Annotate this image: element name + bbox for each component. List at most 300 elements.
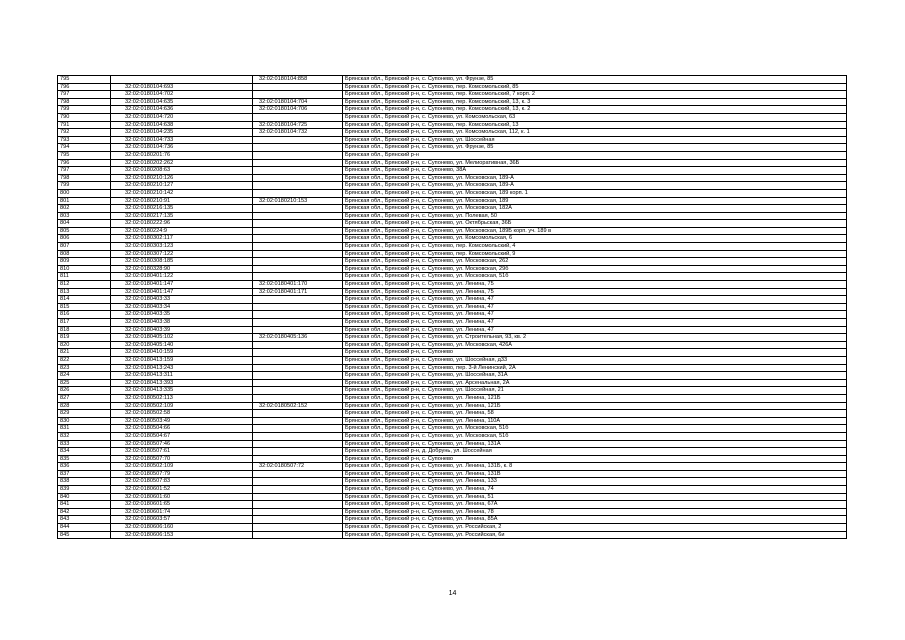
row-number-cell: 803 — [58, 212, 111, 220]
address-cell: Брянская обл., Брянский р-н, с. Супонево, ул. Московская, 182А — [343, 205, 847, 213]
related-cadastral-number-cell: 32:02:0180401:171 — [253, 288, 343, 296]
table-row — [58, 167, 847, 175]
table-row — [58, 417, 847, 425]
related-cadastral-number-cell — [253, 356, 343, 364]
related-cadastral-number-cell — [253, 387, 343, 395]
cadastral-number-cell: 32:02:0180502:58 — [111, 410, 253, 418]
table-row — [58, 455, 847, 463]
cadastral-number-cell: 32:02:0180104:702 — [111, 91, 253, 99]
address-cell: Брянская обл., Брянский р-н, с. Супонево — [343, 349, 847, 357]
address-cell: Брянская обл., Брянский р-н, с. Супонево, ул. Ленина, 133 — [343, 478, 847, 486]
row-number-cell: 793 — [58, 136, 111, 144]
address-cell: Брянская обл., Брянский р-н, с. Супонево, пер. Комсомольский, 85 — [343, 83, 847, 91]
cadastral-number-cell: 32:02:0180410:159 — [111, 349, 253, 357]
table-row — [58, 402, 847, 410]
table-row — [58, 227, 847, 235]
address-cell: Брянская обл., Брянский р-н, с. Супонево, пер. Комсомольский, 13, к. 3 — [343, 98, 847, 106]
table-row — [58, 76, 847, 84]
cadastral-number-cell: 32:02:0180405:102 — [111, 334, 253, 342]
table-row — [58, 448, 847, 456]
cadastral-number-cell: 32:02:0180507:79 — [111, 470, 253, 478]
table-row — [58, 106, 847, 114]
row-number-cell: 825 — [58, 379, 111, 387]
table-row — [58, 486, 847, 494]
address-cell: Брянская обл., Брянский р-н, с. Супонево, ул. Ленина, 47 — [343, 296, 847, 304]
table-row — [58, 493, 847, 501]
related-cadastral-number-cell — [253, 311, 343, 319]
table-row — [58, 356, 847, 364]
row-number-cell: 821 — [58, 349, 111, 357]
row-number-cell: 815 — [58, 303, 111, 311]
related-cadastral-number-cell — [253, 91, 343, 99]
address-cell: Брянская обл., Брянский р-н, с. Супонево, ул. Московская, 189 корп. 1 — [343, 189, 847, 197]
row-number-cell: 814 — [58, 296, 111, 304]
row-number-cell: 826 — [58, 387, 111, 395]
address-cell: Брянская обл., Брянский р-н, с. Супонево, ул. Шоссейная, 21 — [343, 387, 847, 395]
cadastral-number-cell: 32:02:0180601:74 — [111, 508, 253, 516]
cadastral-number-cell: 32:02:0180507:70 — [111, 455, 253, 463]
cadastral-number-cell: 32:02:0180504:67 — [111, 432, 253, 440]
row-number-cell: 813 — [58, 288, 111, 296]
related-cadastral-number-cell — [253, 167, 343, 175]
table-row — [58, 205, 847, 213]
related-cadastral-number-cell — [253, 273, 343, 281]
related-cadastral-number-cell — [253, 326, 343, 334]
table-row — [58, 387, 847, 395]
cadastral-number-cell: 32:02:0180503:49 — [111, 417, 253, 425]
table-row — [58, 281, 847, 289]
row-number-cell: 792 — [58, 129, 111, 137]
table-row — [58, 349, 847, 357]
cadastral-number-cell: 32:02:0180507:61 — [111, 448, 253, 456]
address-cell: Брянская обл., Брянский р-н, с. Супонево, ул. Ленина, 51 — [343, 493, 847, 501]
address-cell: Брянская обл., Брянский р-н, с. Супонево, ул. Ленина, 75 — [343, 288, 847, 296]
related-cadastral-number-cell — [253, 113, 343, 121]
address-cell: Брянская обл., Брянский р-н, с. Супонево, ул. Московская, 51б — [343, 273, 847, 281]
table-row — [58, 182, 847, 190]
row-number-cell: 817 — [58, 319, 111, 327]
address-cell: Брянская обл., Брянский р-н, с. Супонево, ул. Ленина, 85А — [343, 516, 847, 524]
address-cell: Брянская обл., Брянский р-н, с. Супонево, ул. Московская, 51б — [343, 425, 847, 433]
related-cadastral-number-cell — [253, 440, 343, 448]
cadastral-number-cell: 32:02:0180104:693 — [111, 83, 253, 91]
cadastral-number-cell: 32:02:0180606:160 — [111, 524, 253, 532]
cadastral-number-cell: 32:02:0180104:736 — [111, 144, 253, 152]
related-cadastral-number-cell — [253, 417, 343, 425]
related-cadastral-number-cell — [253, 296, 343, 304]
address-cell: Брянская обл., Брянский р-н, с. Супонево, ул. Мелиоративная, 36Б — [343, 159, 847, 167]
row-number-cell: 811 — [58, 273, 111, 281]
table-row — [58, 478, 847, 486]
address-cell: Брянская обл., Брянский р-н, с. Супонево, ул. Московская, 262 — [343, 258, 847, 266]
table-row — [58, 524, 847, 532]
cadastral-number-cell: 32:02:0180502:109 — [111, 402, 253, 410]
table-row — [58, 265, 847, 273]
address-cell: Брянская обл., Брянский р-н, с. Супонево, ул. Шоссейная — [343, 136, 847, 144]
related-cadastral-number-cell — [253, 364, 343, 372]
related-cadastral-number-cell — [253, 410, 343, 418]
cadastral-number-cell: 32:02:0180403:39 — [111, 326, 253, 334]
related-cadastral-number-cell: 32:02:0180507:72 — [253, 463, 343, 471]
cadastral-number-cell: 32:02:0180210:91 — [111, 197, 253, 205]
cadastral-number-cell: 32:02:0180413:159 — [111, 356, 253, 364]
row-number-cell: 796 — [58, 83, 111, 91]
cadastral-number-cell: 32:02:0180303:123 — [111, 243, 253, 251]
table-row — [58, 341, 847, 349]
address-cell: Брянская обл., Брянский р-н, с. Супонево, ул. Фрунзе, 85 — [343, 144, 847, 152]
address-cell: Брянская обл., Брянский р-н, с. Супонево, пер. Комсомольский, 7 корп. 2 — [343, 91, 847, 99]
cadastral-number-cell: 32:02:0180413:335 — [111, 387, 253, 395]
cadastral-number-cell: 32:02:0180401:122 — [111, 273, 253, 281]
row-number-cell: 816 — [58, 311, 111, 319]
row-number-cell: 795 — [58, 76, 111, 84]
cadastral-number-cell: 32:02:0180104:720 — [111, 113, 253, 121]
table-row — [58, 159, 847, 167]
related-cadastral-number-cell — [253, 432, 343, 440]
address-cell: Брянская обл., Брянский р-н, с. Супонево, ул. Арсенальная, 2А — [343, 379, 847, 387]
row-number-cell: 809 — [58, 258, 111, 266]
related-cadastral-number-cell: 32:02:0180104:725 — [253, 121, 343, 129]
address-cell: Брянская обл., Брянский р-н, с. Супонево, ул. Октябрьская, 36Б — [343, 220, 847, 228]
row-number-cell: 844 — [58, 524, 111, 532]
cadastral-number-cell: 32:02:0180224:9 — [111, 227, 253, 235]
related-cadastral-number-cell — [253, 212, 343, 220]
related-cadastral-number-cell — [253, 478, 343, 486]
related-cadastral-number-cell — [253, 220, 343, 228]
row-number-cell: 827 — [58, 394, 111, 402]
table-row — [58, 220, 847, 228]
table-row — [58, 334, 847, 342]
row-number-cell: 840 — [58, 493, 111, 501]
address-cell: Брянская обл., Брянский р-н, с. Супонево, ул. Ленина, 47 — [343, 319, 847, 327]
address-cell: Брянская обл., Брянский р-н, с. Супонево, ул. Московская, 426А — [343, 341, 847, 349]
address-cell: Брянская обл., Брянский р-н, с. Супонево, пер. Комсомольский, 4 — [343, 243, 847, 251]
row-number-cell: 818 — [58, 326, 111, 334]
cadastral-number-cell: 32:02:0180210:142 — [111, 189, 253, 197]
row-number-cell: 800 — [58, 189, 111, 197]
table-row — [58, 432, 847, 440]
related-cadastral-number-cell — [253, 516, 343, 524]
row-number-cell: 798 — [58, 98, 111, 106]
address-cell: Брянская обл., Брянский р-н, с. Супонево, ул. Комсомольская, 6 — [343, 235, 847, 243]
row-number-cell: 833 — [58, 440, 111, 448]
table-row — [58, 311, 847, 319]
row-number-cell: 804 — [58, 220, 111, 228]
cadastral-number-cell: 32:02:0180413:393 — [111, 379, 253, 387]
cadastral-number-cell: 32:02:0180201:76 — [111, 151, 253, 159]
cadastral-number-cell — [111, 76, 253, 84]
related-cadastral-number-cell — [253, 531, 343, 539]
related-cadastral-number-cell: 32:02:0180405:136 — [253, 334, 343, 342]
cadastral-number-cell: 32:02:0180403:33 — [111, 296, 253, 304]
cadastral-number-cell: 32:02:0180210:126 — [111, 174, 253, 182]
row-number-cell: 822 — [58, 356, 111, 364]
related-cadastral-number-cell — [253, 159, 343, 167]
related-cadastral-number-cell — [253, 470, 343, 478]
table-row — [58, 394, 847, 402]
address-cell: Брянская обл., Брянский р-н, с. Супонево, ул. Российская, 2 — [343, 524, 847, 532]
address-cell: Брянская обл., Брянский р-н, с. Супонево, ул. Ленина, 131В — [343, 470, 847, 478]
address-cell: Брянская обл., Брянский р-н, с. Супонево, пер. Комсомольский, 13 — [343, 121, 847, 129]
table-row — [58, 410, 847, 418]
table-row — [58, 326, 847, 334]
related-cadastral-number-cell — [253, 265, 343, 273]
address-cell: Брянская обл., Брянский р-н, с. Супонево, ул. Ленина, 131Б, к. 8 — [343, 463, 847, 471]
related-cadastral-number-cell — [253, 250, 343, 258]
table-row — [58, 372, 847, 380]
row-number-cell: 838 — [58, 478, 111, 486]
row-number-cell: 798 — [58, 174, 111, 182]
table-row — [58, 364, 847, 372]
cadastral-number-cell: 32:02:0180413:311 — [111, 372, 253, 380]
table-row — [58, 508, 847, 516]
related-cadastral-number-cell — [253, 303, 343, 311]
address-cell: Брянская обл., Брянский р-н, с. Супонево, ул. Ленина, 121Б — [343, 402, 847, 410]
row-number-cell: 828 — [58, 402, 111, 410]
row-number-cell: 845 — [58, 531, 111, 539]
table-row — [58, 470, 847, 478]
related-cadastral-number-cell — [253, 394, 343, 402]
table-row — [58, 288, 847, 296]
cadastral-number-cell: 32:02:0180217:135 — [111, 212, 253, 220]
table-row — [58, 296, 847, 304]
table-row — [58, 151, 847, 159]
row-number-cell: 823 — [58, 364, 111, 372]
related-cadastral-number-cell — [253, 379, 343, 387]
related-cadastral-number-cell — [253, 258, 343, 266]
address-cell: Брянская обл., Брянский р-н, с. Супонево, ул. Ленина, 75 — [343, 281, 847, 289]
related-cadastral-number-cell — [253, 455, 343, 463]
address-cell: Брянская обл., Брянский р-н, с. Супонево, ул. Ленина, 78 — [343, 508, 847, 516]
address-cell: Брянская обл., Брянский р-н, с. Супонево, ул. Московская, 189Б корп. уч. 189 в — [343, 227, 847, 235]
address-cell: Брянская обл., Брянский р-н, с. Супонево, ул. Ленина, 47 — [343, 303, 847, 311]
related-cadastral-number-cell — [253, 425, 343, 433]
row-number-cell: 807 — [58, 243, 111, 251]
address-cell: Брянская обл., Брянский р-н, с. Супонево, ул. Ленина, 67А — [343, 501, 847, 509]
address-cell: Брянская обл., Брянский р-н, с. Супонево, ул. Ленина, 58 — [343, 410, 847, 418]
cadastral-number-cell: 32:02:0180104:638 — [111, 121, 253, 129]
address-cell: Брянская обл., Брянский р-н, с. Супонево, ул. Строительная, 93, кв. 2 — [343, 334, 847, 342]
property-register-table — [57, 75, 847, 539]
related-cadastral-number-cell — [253, 486, 343, 494]
table-row — [58, 113, 847, 121]
related-cadastral-number-cell — [253, 501, 343, 509]
row-number-cell: 796 — [58, 159, 111, 167]
row-number-cell: 806 — [58, 235, 111, 243]
cadastral-number-cell: 32:02:0180104:733 — [111, 136, 253, 144]
row-number-cell: 836 — [58, 463, 111, 471]
address-cell: Брянская обл., Брянский р-н, с. Супонево, ул. Московская, 189-А — [343, 182, 847, 190]
row-number-cell: 831 — [58, 425, 111, 433]
related-cadastral-number-cell: 32:02:0180502:152 — [253, 402, 343, 410]
address-cell: Брянская обл., Брянский р-н — [343, 151, 847, 159]
cadastral-number-cell: 32:02:0180601:60 — [111, 493, 253, 501]
related-cadastral-number-cell — [253, 448, 343, 456]
related-cadastral-number-cell: 32:02:0180401:170 — [253, 281, 343, 289]
row-number-cell: 791 — [58, 121, 111, 129]
related-cadastral-number-cell — [253, 508, 343, 516]
row-number-cell: 837 — [58, 470, 111, 478]
address-cell: Брянская обл., Брянский р-н, с. Супонево, ул. Московская, 189-А — [343, 174, 847, 182]
table-row — [58, 243, 847, 251]
address-cell: Брянская обл., Брянский р-н, с. Супонево — [343, 455, 847, 463]
page-number: 14 — [448, 590, 457, 597]
related-cadastral-number-cell — [253, 151, 343, 159]
related-cadastral-number-cell — [253, 524, 343, 532]
table-row — [58, 273, 847, 281]
address-cell: Брянская обл., Брянский р-н, с. Супонево, пер. 3-й Ленинский, 2А — [343, 364, 847, 372]
table-row — [58, 91, 847, 99]
address-cell: Брянская обл., Брянский р-н, с. Супонево, ул. Комсомольская, 112, к. 1 — [343, 129, 847, 137]
address-cell: Брянская обл., Брянский р-н, с. Супонево, ул. Московская, 51б — [343, 432, 847, 440]
address-cell: Брянская обл., Брянский р-н, с. Супонево, ул. Московская, 29б — [343, 265, 847, 273]
cadastral-number-cell: 32:02:0180403:35 — [111, 311, 253, 319]
table-row — [58, 174, 847, 182]
table-row — [58, 250, 847, 258]
cadastral-number-cell: 32:02:0180603:57 — [111, 516, 253, 524]
cadastral-number-cell: 32:02:0180502:109 — [111, 463, 253, 471]
row-number-cell: 802 — [58, 205, 111, 213]
cadastral-number-cell: 32:02:0180222:96 — [111, 220, 253, 228]
address-cell: Брянская обл., Брянский р-н, с. Супонево, ул. Ленина, 110А — [343, 417, 847, 425]
table-row — [58, 83, 847, 91]
related-cadastral-number-cell — [253, 493, 343, 501]
row-number-cell: 832 — [58, 432, 111, 440]
address-cell: Брянская обл., Брянский р-н, с. Супонево, ул. Ленина, 47 — [343, 326, 847, 334]
cadastral-number-cell: 32:02:0180601:65 — [111, 501, 253, 509]
related-cadastral-number-cell: 32:02:0180210:153 — [253, 197, 343, 205]
table-row — [58, 189, 847, 197]
cadastral-number-cell: 32:02:0180507:46 — [111, 440, 253, 448]
cadastral-number-cell: 32:02:0180202:262 — [111, 159, 253, 167]
table-row — [58, 379, 847, 387]
row-number-cell: 797 — [58, 91, 111, 99]
row-number-cell: 842 — [58, 508, 111, 516]
row-number-cell: 799 — [58, 182, 111, 190]
cadastral-number-cell: 32:02:0180504:66 — [111, 425, 253, 433]
table-row — [58, 501, 847, 509]
cadastral-number-cell: 32:02:0180302:117 — [111, 235, 253, 243]
address-cell: Брянская обл., Брянский р-н, с. Супонево, ул. Шоссейная, д33 — [343, 356, 847, 364]
table-row — [58, 98, 847, 106]
related-cadastral-number-cell: 32:02:0180104:732 — [253, 129, 343, 137]
row-number-cell: 797 — [58, 167, 111, 175]
related-cadastral-number-cell — [253, 235, 343, 243]
related-cadastral-number-cell — [253, 189, 343, 197]
row-number-cell: 812 — [58, 281, 111, 289]
table-row — [58, 212, 847, 220]
related-cadastral-number-cell: 32:02:0180104:706 — [253, 106, 343, 114]
address-cell: Брянская обл., Брянский р-н, с. Супонево, ул. Московская, 189 — [343, 197, 847, 205]
cadastral-number-cell: 32:02:0180104:635 — [111, 98, 253, 106]
cadastral-number-cell: 32:02:0180307:122 — [111, 250, 253, 258]
table-row — [58, 121, 847, 129]
address-cell: Брянская обл., Брянский р-н, с. Супонево, ул. Ленина, 47 — [343, 311, 847, 319]
address-cell: Брянская обл., Брянский р-н, с. Супонево, ул. Полевая, 50 — [343, 212, 847, 220]
cadastral-number-cell: 32:02:0180403:38 — [111, 319, 253, 327]
related-cadastral-number-cell — [253, 182, 343, 190]
table-row — [58, 136, 847, 144]
address-cell: Брянская обл., Брянский р-н, с. Супонево, ул. Комсомольская, 63 — [343, 113, 847, 121]
related-cadastral-number-cell: 32:02:0180104:858 — [253, 76, 343, 84]
address-cell: Брянская обл., Брянский р-н, с. Супонево, ул. Российская, 6и — [343, 531, 847, 539]
table-row — [58, 258, 847, 266]
row-number-cell: 835 — [58, 455, 111, 463]
cadastral-number-cell: 32:02:0180308:185 — [111, 258, 253, 266]
row-number-cell: 834 — [58, 448, 111, 456]
table-row — [58, 319, 847, 327]
cadastral-number-cell: 32:02:0180403:34 — [111, 303, 253, 311]
related-cadastral-number-cell — [253, 243, 343, 251]
related-cadastral-number-cell — [253, 205, 343, 213]
related-cadastral-number-cell — [253, 319, 343, 327]
row-number-cell: 839 — [58, 486, 111, 494]
register-table-body — [58, 76, 847, 539]
row-number-cell: 824 — [58, 372, 111, 380]
row-number-cell: 808 — [58, 250, 111, 258]
related-cadastral-number-cell: 32:02:0180104:704 — [253, 98, 343, 106]
cadastral-number-cell: 32:02:0180601:52 — [111, 486, 253, 494]
row-number-cell: 819 — [58, 334, 111, 342]
address-cell: Брянская обл., Брянский р-н, с. Супонево, пер. Комсомольский, 13, к. 2 — [343, 106, 847, 114]
cadastral-number-cell: 32:02:0180405:140 — [111, 341, 253, 349]
address-cell: Брянская обл., Брянский р-н, с. Супонево, ул. Ленина, 121Б — [343, 394, 847, 402]
address-cell: Брянская обл., Брянский р-н, с. Супонево, 38А — [343, 167, 847, 175]
address-cell: Брянская обл., Брянский р-н, с. Супонево, ул. Шоссейная, 31А — [343, 372, 847, 380]
table-row — [58, 197, 847, 205]
table-row — [58, 440, 847, 448]
cadastral-number-cell: 32:02:0180208:63 — [111, 167, 253, 175]
related-cadastral-number-cell — [253, 372, 343, 380]
address-cell: Брянская обл., Брянский р-н, с. Супонево, ул. Ленина, 74 — [343, 486, 847, 494]
cadastral-number-cell: 32:02:0180401:147 — [111, 281, 253, 289]
row-number-cell: 841 — [58, 501, 111, 509]
related-cadastral-number-cell — [253, 341, 343, 349]
row-number-cell: 820 — [58, 341, 111, 349]
table-row — [58, 235, 847, 243]
table-row — [58, 303, 847, 311]
row-number-cell: 829 — [58, 410, 111, 418]
related-cadastral-number-cell — [253, 144, 343, 152]
address-cell: Брянская обл., Брянский р-н, с. Супонево, пер. Комсомольский, 9 — [343, 250, 847, 258]
cadastral-number-cell: 32:02:0180606:153 — [111, 531, 253, 539]
address-cell: Брянская обл., Брянский р-н, с. Супонево, ул. Фрунзе, 85 — [343, 76, 847, 84]
cadastral-number-cell: 32:02:0180401:147 — [111, 288, 253, 296]
table-row — [58, 144, 847, 152]
row-number-cell: 830 — [58, 417, 111, 425]
row-number-cell: 810 — [58, 265, 111, 273]
address-cell: Брянская обл., Брянский р-н, с. Супонево, ул. Ленина, 131А — [343, 440, 847, 448]
cadastral-number-cell: 32:02:0180413:243 — [111, 364, 253, 372]
table-row — [58, 531, 847, 539]
related-cadastral-number-cell — [253, 136, 343, 144]
table-row — [58, 129, 847, 137]
row-number-cell: 799 — [58, 106, 111, 114]
row-number-cell: 801 — [58, 197, 111, 205]
address-cell: Брянская обл., Брянский р-н, д. Добрунь, ул. Шоссейная — [343, 448, 847, 456]
row-number-cell: 790 — [58, 113, 111, 121]
cadastral-number-cell: 32:02:0180104:636 — [111, 106, 253, 114]
related-cadastral-number-cell — [253, 174, 343, 182]
related-cadastral-number-cell — [253, 227, 343, 235]
cadastral-number-cell: 32:02:0180104:235 — [111, 129, 253, 137]
related-cadastral-number-cell — [253, 349, 343, 357]
cadastral-number-cell: 32:02:0180328:90 — [111, 265, 253, 273]
cadastral-number-cell: 32:02:0180216:135 — [111, 205, 253, 213]
cadastral-number-cell: 32:02:0180210:127 — [111, 182, 253, 190]
cadastral-number-cell: 32:02:0180502:113 — [111, 394, 253, 402]
table-row — [58, 463, 847, 471]
